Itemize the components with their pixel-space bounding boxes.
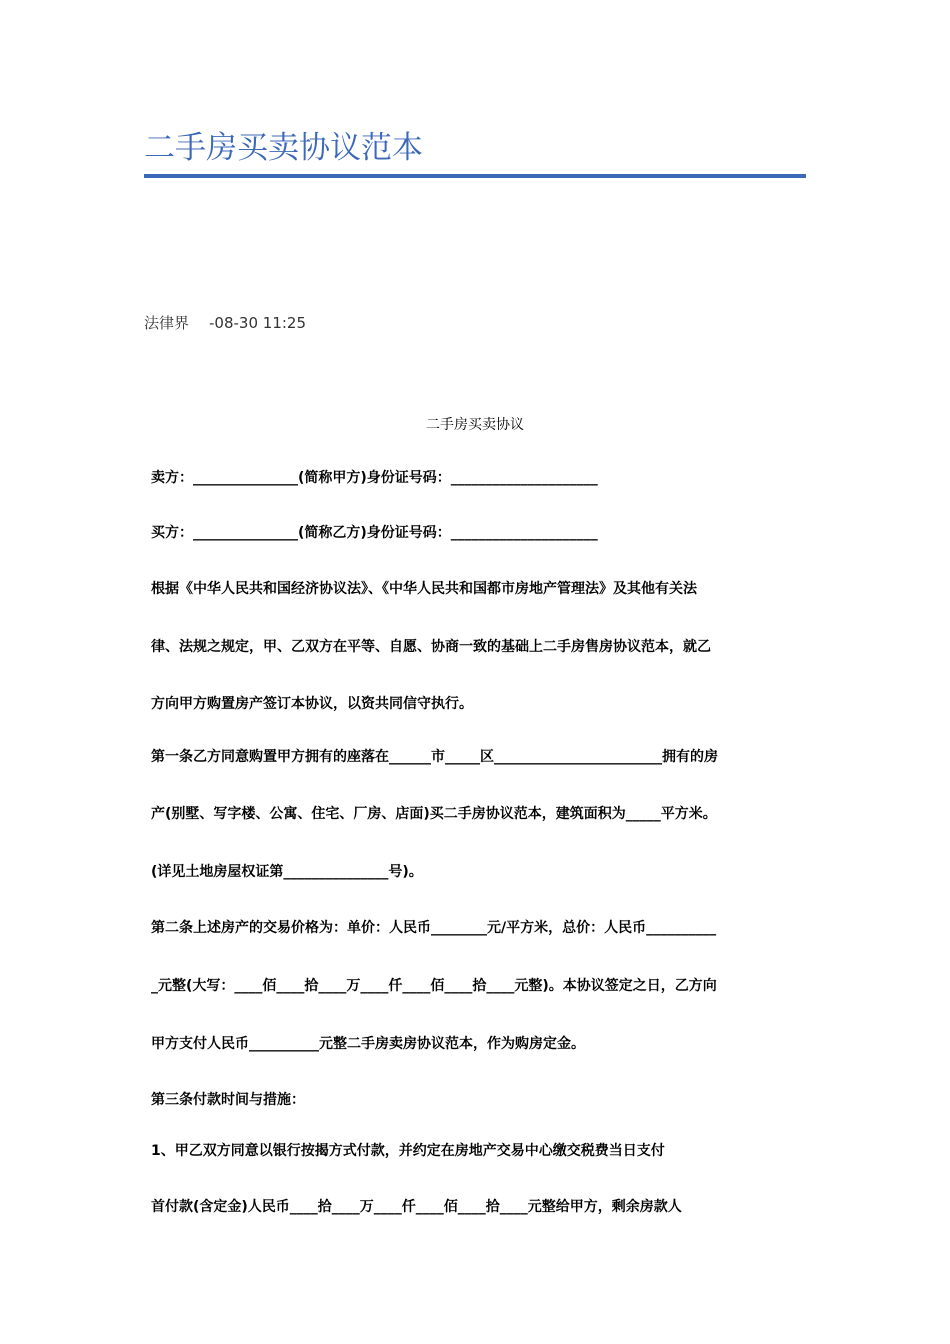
article-2-line-2: _元整(大写：____佰____拾____万____仟____佰____拾____元整)。本协议签定之日，乙方向: [151, 978, 717, 994]
article-3-heading: 第三条付款时间与措施：: [151, 1092, 305, 1108]
agreement-heading: 二手房买卖协议: [426, 417, 524, 433]
article-1-line-3: (详见土地房屋权证第_______________号)。: [151, 864, 423, 880]
article-3-item-1-line-2: 首付款(含定金)人民币____拾____万____仟____佰____拾____元整给甲方，剩余房款人: [151, 1199, 682, 1215]
buyer-line: 买方：_______________(简称乙方)身份证号码：_____________________: [151, 525, 598, 541]
article-2-line-1: 第二条上述房产的交易价格为：单价：人民币________元/平方米，总价：人民币__________: [151, 920, 717, 936]
source-label: 法律界: [144, 314, 190, 332]
title-underline: [144, 174, 806, 178]
article-3-item-1-line-1: 1、甲乙双方同意以银行按揭方式付款，并约定在房地产交易中心缴交税费当日支付: [151, 1143, 665, 1159]
article-meta: [144, 312, 306, 334]
document-title: 二手房买卖协议范本: [144, 130, 423, 166]
timestamp: -08-30 11:25: [209, 314, 307, 332]
article-2-line-3: 甲方支付人民币__________元整二手房卖房协议范本，作为购房定金。: [151, 1036, 585, 1052]
preamble-line-2: 律、法规之规定，甲、乙双方在平等、自愿、协商一致的基础上二手房售房协议范本，就乙: [151, 639, 711, 655]
article-1-line-2: 产(别墅、写字楼、公寓、住宅、厂房、店面)买二手房协议范本，建筑面积为_____平方米。: [151, 806, 717, 822]
seller-line: 卖方：_______________(简称甲方)身份证号码：_____________________: [151, 470, 598, 486]
article-1-line-1: 第一条乙方同意购置甲方拥有的座落在______市_____区________________________拥有的房: [151, 749, 718, 765]
preamble-line-1: 根据《中华人民共和国经济协议法》、《中华人民共和国都市房地产管理法》及其他有关法: [151, 581, 697, 597]
preamble-line-3: 方向甲方购置房产签订本协议，以资共同信守执行。: [151, 696, 473, 712]
